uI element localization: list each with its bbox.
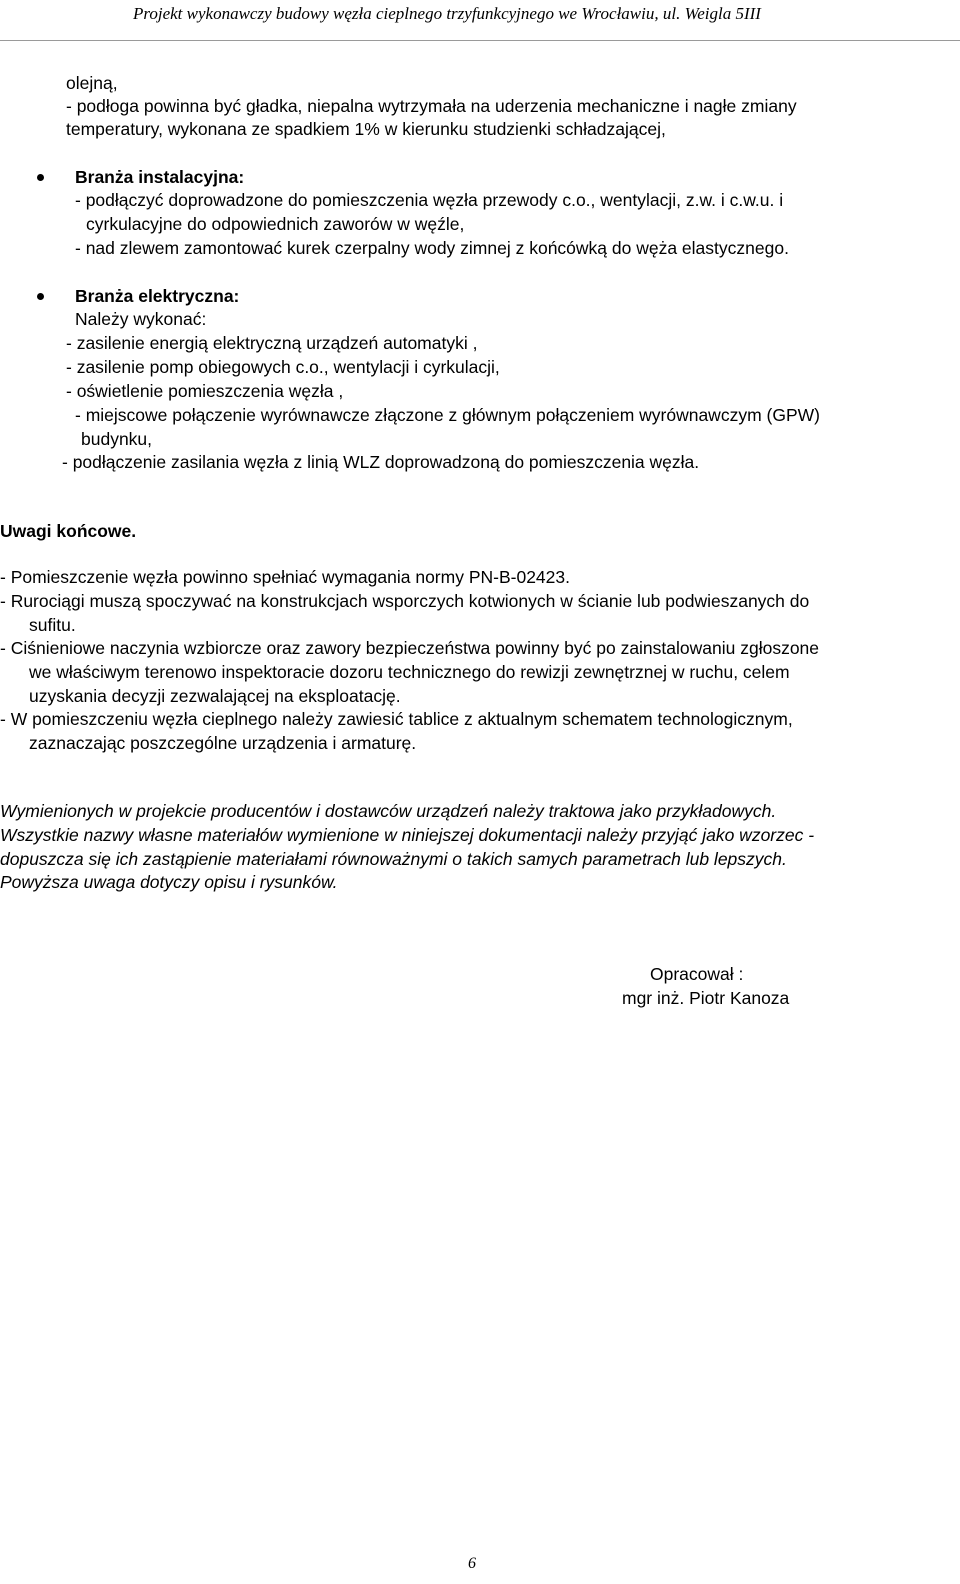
- electric-line-3: - zasilenie pomp obiegowych c.o., wentylacji i cyrkulacji,: [66, 357, 500, 377]
- bullet-icon: [37, 174, 44, 181]
- electric-line-7: - podłączenie zasilania węzła z linią WLZ doprowadzoną do pomieszczenia węzła.: [62, 452, 700, 472]
- electric-line-6: budynku,: [81, 429, 153, 449]
- header-rule: [0, 40, 960, 41]
- electric-line-1: Należy wykonać:: [75, 309, 207, 329]
- floor-line-3: temperatury, wykonana ze spadkiem 1% w kierunku studzienki schładzającej,: [66, 119, 666, 139]
- install-heading: Branża instalacyjna:: [75, 167, 245, 187]
- electric-heading: Branża elektryczna:: [75, 286, 240, 306]
- page-number: 6: [468, 1555, 476, 1572]
- final-note-2: - Rurociągi muszą spoczywać na konstrukcjach wsporczych kotwionych w ścianie lub podwieszanych do: [0, 591, 810, 611]
- electric-line-2: - zasilenie energią elektryczną urządzeń automatyki ,: [66, 333, 478, 353]
- electric-line-4: - oświetlenie pomieszczenia węzła ,: [66, 381, 344, 401]
- final-note-3-cont-1: we właściwym terenowo inspektoracie dozoru technicznego do rewizji zewnętrznej w ruchu, celem: [29, 662, 790, 682]
- disclaimer-line-2: Wszystkie nazwy własne materiałów wymienione w niniejszej dokumentacji należy przyjąć jako wzorzec -: [0, 825, 815, 845]
- signature-label: Opracował :: [650, 964, 744, 984]
- disclaimer-line-4: Powyższa uwaga dotyczy opisu i rysunków.: [0, 872, 338, 892]
- bullet-icon: [37, 293, 44, 300]
- final-note-3-cont-2: uzyskania decyzji zezwalającej na eksploatację.: [29, 686, 401, 706]
- header-title: Projekt wykonawczy budowy węzła cieplnego trzyfunkcyjnego we Wrocławiu, ul. Weigla 5III: [133, 4, 761, 23]
- final-note-3: - Ciśnieniowe naczynia wzbiorcze oraz zawory bezpieczeństwa powinny być po zainstalowaniu zgłoszone: [0, 638, 820, 658]
- final-note-1: - Pomieszczenie węzła powinno spełniać wymagania normy PN-B-02423.: [0, 567, 570, 587]
- floor-line-1: olejną,: [66, 73, 118, 93]
- electric-line-5: - miejscowe połączenie wyrównawcze złączone z głównym połączeniem wyrównawczym (GPW): [75, 405, 820, 425]
- final-note-4-cont: zaznaczając poszczególne urządzenia i armaturę.: [29, 733, 417, 753]
- final-note-2-cont: sufitu.: [29, 615, 76, 635]
- disclaimer-line-3: dopuszcza się ich zastąpienie materiałami równoważnymi o takich samych parametrach lub lepszych.: [0, 849, 787, 869]
- disclaimer-line-1: Wymienionych w projekcie producentów i dostawców urządzeń należy traktowa jako przykładowych.: [0, 801, 777, 821]
- floor-line-2: - podłoga powinna być gładka, niepalna wytrzymała na uderzenia mechaniczne i nagłe zmiany: [66, 96, 797, 116]
- signature-name: mgr inż. Piotr Kanoza: [622, 988, 790, 1008]
- install-line-1: - podłączyć doprowadzone do pomieszczenia węzła przewody c.o., wentylacji, z.w. i c.w.u. i: [75, 190, 784, 210]
- install-line-2: cyrkulacyjne do odpowiednich zaworów w węźle,: [86, 214, 465, 234]
- final-notes-heading: Uwagi końcowe.: [0, 521, 137, 541]
- final-note-4: - W pomieszczeniu węzła cieplnego należy zawiesić tablice z aktualnym schematem technologicznym,: [0, 709, 793, 729]
- install-line-3: - nad zlewem zamontować kurek czerpalny wody zimnej z końcówką do węża elastycznego.: [75, 238, 789, 258]
